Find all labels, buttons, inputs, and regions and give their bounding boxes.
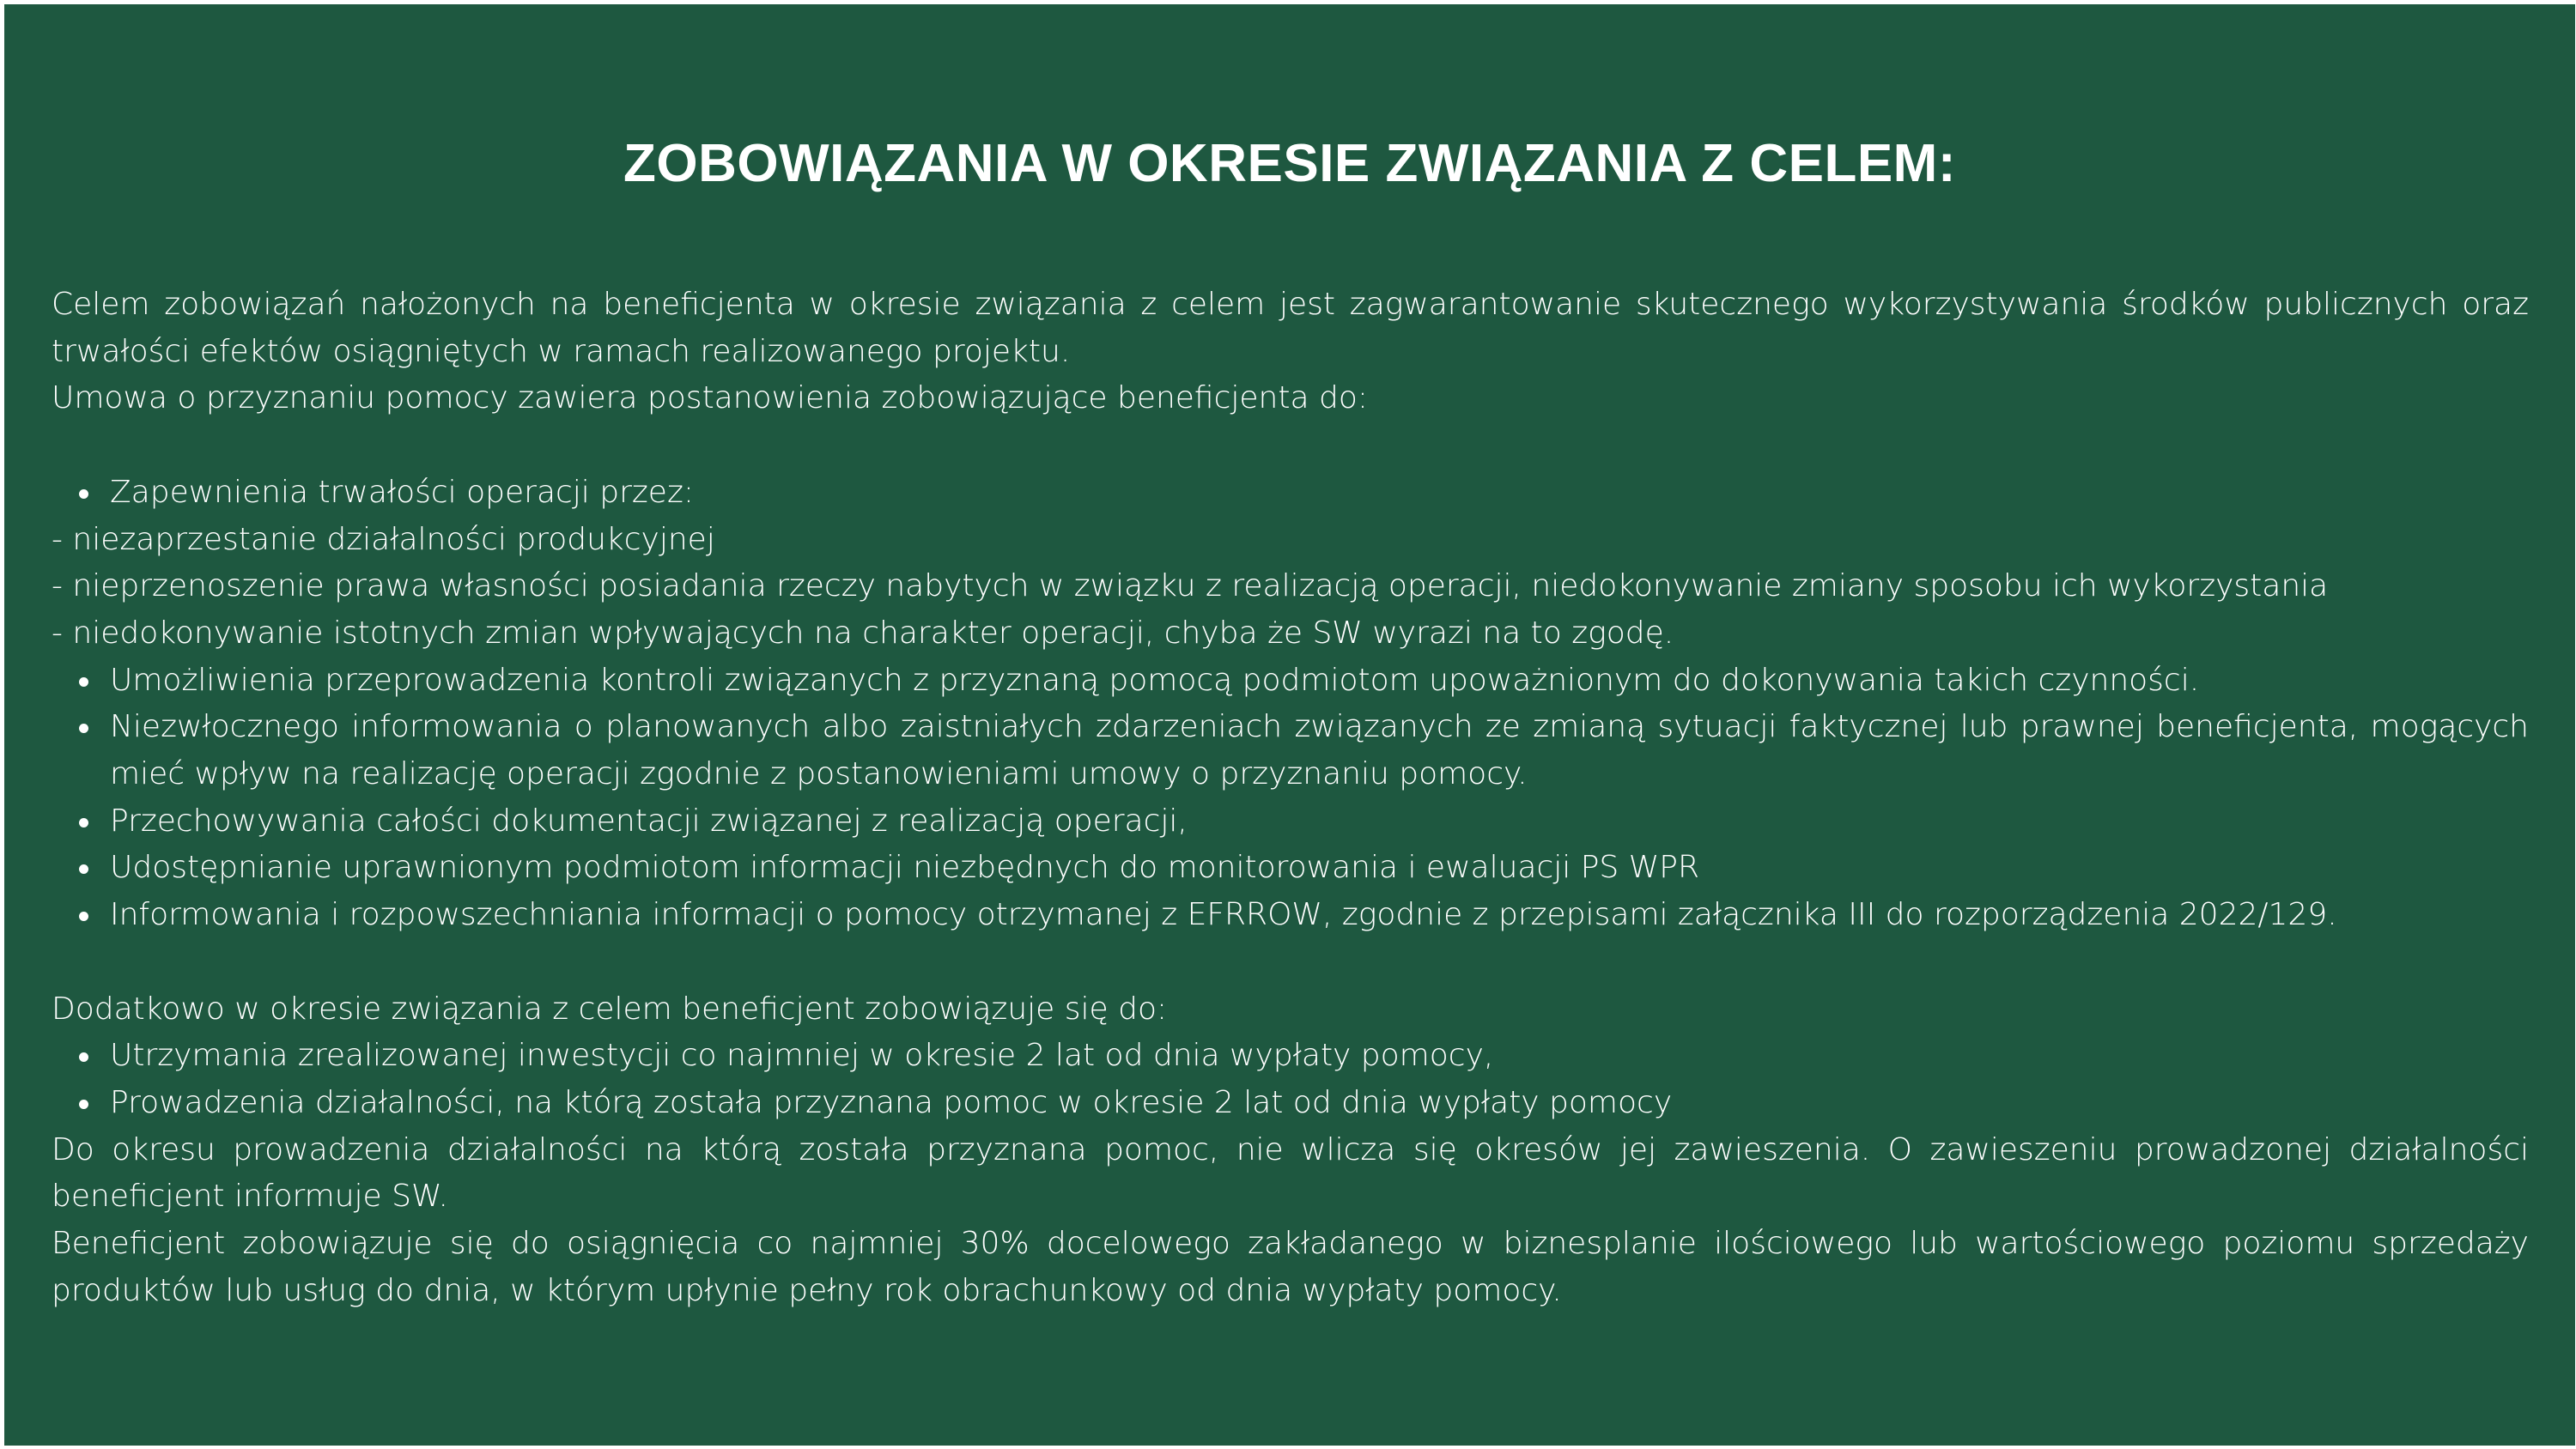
list-item: Informowania i rozpowszechniania informacji o pomocy otrzymanej z EFRROW, zgodnie z przepisami załącznika III do rozporządzenia 2022/129. bbox=[52, 892, 2529, 939]
intro-lead: Umowa o przyznaniu pomocy zawiera postanowienia zobowiązujące beneficjenta do: bbox=[52, 380, 1368, 416]
spacer bbox=[52, 939, 2529, 986]
dash-item: - niedokonywanie istotnych zmian wpływających na charakter operacji, chyba że SW wyrazi na to zgodę. bbox=[52, 615, 1674, 651]
additional-intro: Dodatkowo w okresie związania z celem beneficjent zobowiązuje się do: bbox=[52, 991, 1168, 1027]
closing-paragraph: Beneficjent zobowiązuje się do osiągnięcia co najmniej 30% docelowego zakładanego w biznesplanie ilościowego lub wartościowego poziomu sprzedaży produktów lub usług do dnia, w którym upłynie pełny rok obrachunkowy od dnia wypłaty pomocy. bbox=[52, 1226, 2529, 1308]
obligations-list bbox=[52, 470, 2529, 517]
list-item: Niezwłocznego informowania o planowanych albo zaistniałych zdarzeniach związanych ze zmianą sytuacji faktycznej lub prawnej beneficjenta, mogących mieć wpływ na realizację operacji zgodnie z postanowieniami umowy o przyznaniu pomocy. bbox=[52, 704, 2529, 797]
list-item: Udostępnianie uprawnionym podmiotom informacji niezbędnych do monitorowania i ewaluacji PS WPR bbox=[52, 845, 2529, 892]
list-item: Prowadzenia działalności, na którą została przyznana pomoc w okresie 2 lat od dnia wypłaty pomocy bbox=[52, 1080, 2529, 1127]
obligations-list-continued bbox=[52, 658, 2529, 939]
dash-item: - nieprzenoszenie prawa własności posiadania rzeczy nabytych w związku z realizacją operacji, niedokonywanie zmiany sposobu ich wykorzystania bbox=[52, 568, 2329, 604]
dash-item: - niezaprzestanie działalności produkcyjnej bbox=[52, 521, 715, 557]
slide-content bbox=[52, 282, 2529, 1314]
list-item: Umożliwienia przeprowadzenia kontroli związanych z przyznaną pomocą podmiotom upoważnionym do dokonywania takich czynności. bbox=[52, 658, 2529, 705]
list-item: Utrzymania zrealizowanej inwestycji co najmniej w okresie 2 lat od dnia wypłaty pomocy, bbox=[52, 1033, 2529, 1080]
page-title: ZOBOWIĄZANIA W OKRESIE ZWIĄZANIA Z CELEM: bbox=[623, 134, 1956, 193]
spacer bbox=[52, 422, 2529, 470]
additional-list bbox=[52, 1033, 2529, 1126]
list-item: Przechowywania całości dokumentacji związanej z realizacją operacji, bbox=[52, 798, 2529, 846]
slide bbox=[4, 4, 2575, 1446]
intro-paragraph: Celem zobowiązań nałożonych na beneficjenta w okresie związania z celem jest zagwarantowanie skutecznego wykorzystywania środków publicznych oraz trwałości efektów osiągniętych w ramach realizowanego projektu. bbox=[52, 287, 2529, 369]
list-item: Zapewnienia trwałości operacji przez: bbox=[52, 470, 2529, 517]
closing-paragraph: Do okresu prowadzenia działalności na którą została przyznana pomoc, nie wlicza się okresów jej zawieszenia. O zawieszeniu prowadzonej działalności beneficjent informuje SW. bbox=[52, 1131, 2529, 1215]
